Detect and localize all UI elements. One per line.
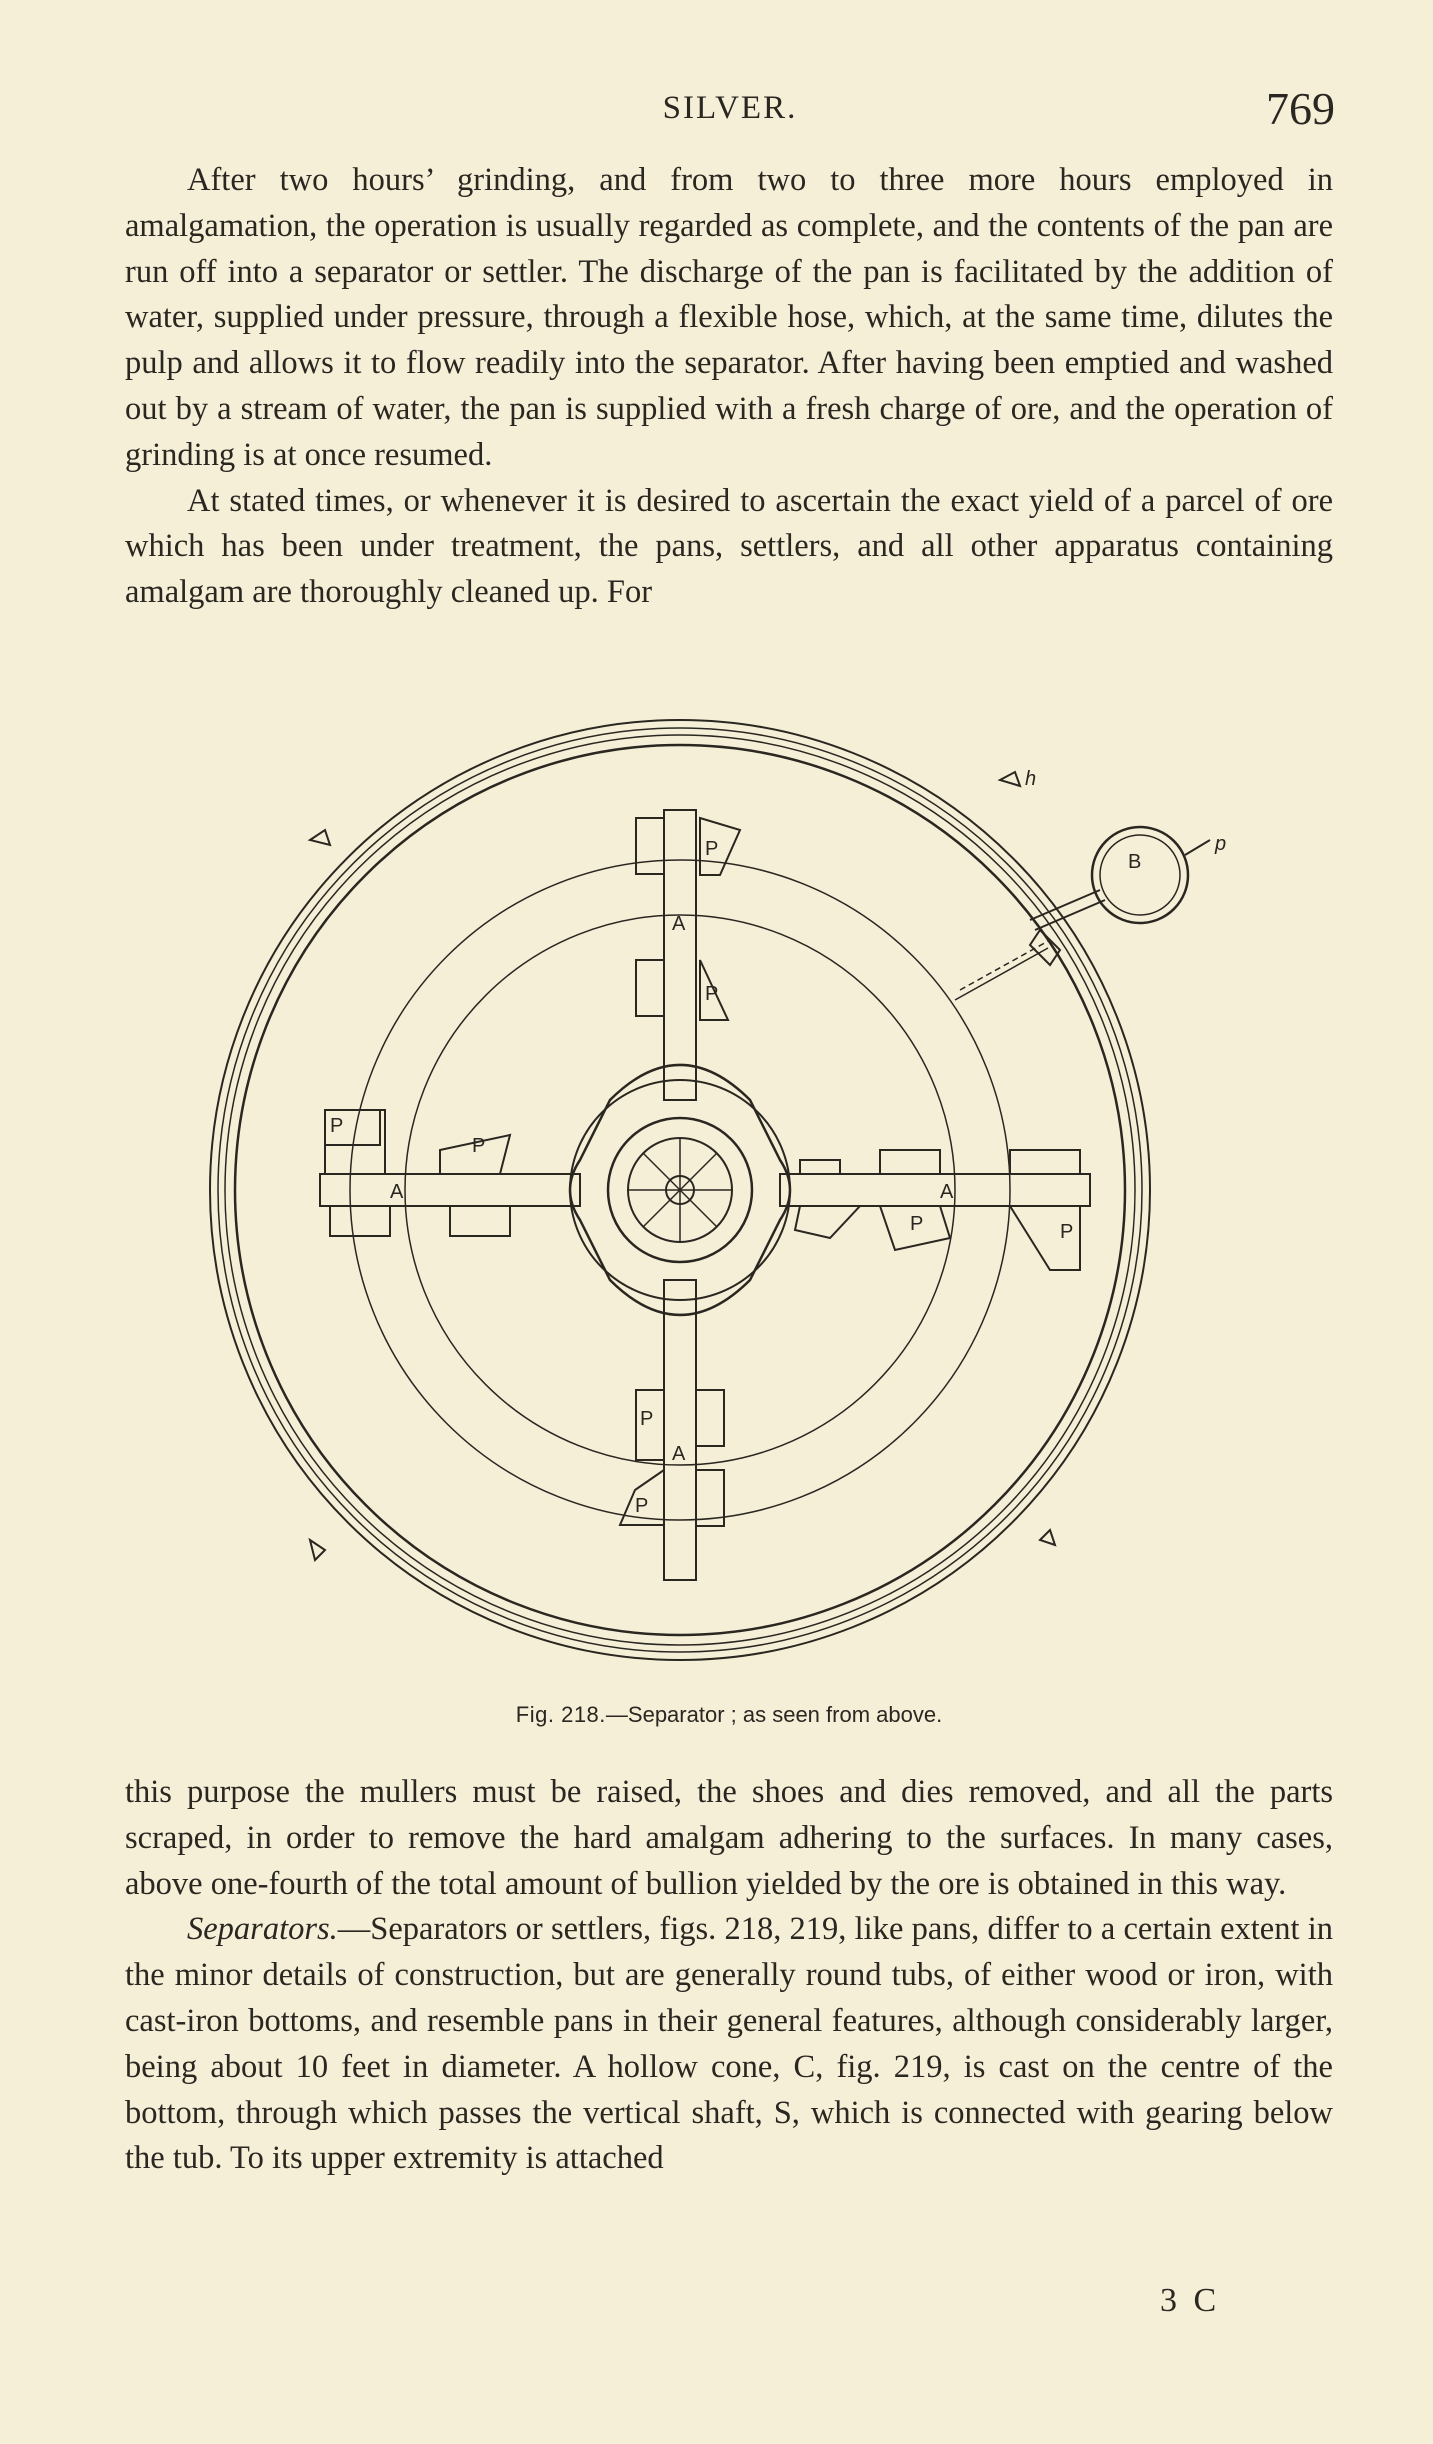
separator-diagram	[180, 690, 1320, 1690]
arm-west	[320, 1174, 580, 1206]
figure-caption	[125, 1702, 1333, 1728]
label-plow-p: P	[1060, 1221, 1074, 1243]
paragraph-separators	[125, 1907, 1333, 2182]
arm-east	[780, 1174, 1090, 1206]
pipe-flange-b	[1092, 827, 1188, 923]
paragraph: At stated times, or whenever it is desired to ascertain the exact yield of a parcel of ore which has been under treatment, the pans, settlers, and all other apparatus containing amalgam are thoroughly cleaned up. For	[125, 482, 1333, 611]
label-arm-a: A	[390, 1181, 404, 1203]
arm-south	[664, 1280, 696, 1580]
label-plow-p: P	[640, 1408, 654, 1430]
body-text-bottom	[125, 1770, 1333, 2182]
label-plow-p: P	[705, 838, 719, 860]
label-arm-a: A	[672, 913, 686, 935]
label-h: h	[1025, 768, 1037, 790]
label-p-pipe: p	[1215, 833, 1227, 855]
section-title: Separators.	[187, 1911, 338, 1948]
valve-rod	[960, 940, 1050, 990]
label-plow-p: P	[472, 1135, 486, 1157]
caption-label: Fig. 218.	[515, 1702, 606, 1727]
paragraph: After two hours’ grinding, and from two to three more hours employed in amalgamation, the operation is usually regarded as complete, and the contents of the pan are run off into a separator or settler. The discharge of the pan is facilitated by the addition of water, supplied under pressure, through a flexible hose, which, at the same time, dilutes the pulp and allows it to flow readily into the separator. After having been emptied and washed out by a stream of water, the pan is supplied with a fresh charge of ore, and the operation of grinding is at once resumed.	[125, 162, 1333, 473]
label-plow-p: P	[705, 983, 719, 1005]
label-b: B	[1128, 851, 1142, 873]
discharge-pipe	[1030, 890, 1100, 920]
arm-north	[664, 810, 696, 1100]
section-text: —Separators or settlers, figs. 218, 219, like pans, differ to a certain extent in the minor details of construction, but are generally round tubs, of either wood or iron, with cast-iron bottoms, and resemble pans in their general features, although considerably larger, being about 10 feet in diameter. A hollow cone, C, fig. 219, is cast on the centre of the bottom, through which passes the vertical shaft, S, which is connected with gearing below the tub. To its upper extremity is attached	[125, 1911, 1333, 2177]
plow-shoes	[325, 818, 1080, 1526]
rim-lug	[310, 830, 330, 845]
paragraph-continuation: this purpose the mullers must be raised, the shoes and dies removed, and all the parts scraped, in order to remove the hard amalgam adhering to the surfaces. In many cases, above one-fourth of the total amount of bullion yielded by the ore is obtained in this way.	[125, 1774, 1333, 1902]
valve	[1030, 930, 1060, 965]
body-text-top	[125, 158, 1333, 616]
rim-lug	[310, 1540, 325, 1560]
label-arm-a: A	[940, 1181, 954, 1203]
wheel-spokes	[628, 1138, 732, 1242]
separator-figure	[180, 690, 1320, 1690]
running-title: SILVER.	[662, 90, 798, 126]
rim-lug	[1040, 1530, 1055, 1545]
running-head	[125, 82, 1335, 142]
rim-lug	[1000, 772, 1020, 786]
label-arm-a: A	[672, 1443, 686, 1465]
label-plow-p: P	[910, 1213, 924, 1235]
label-plow-p: P	[635, 1495, 649, 1517]
label-plow-p: P	[330, 1115, 344, 1137]
signature-mark: 3 C	[1160, 2282, 1221, 2319]
caption-text: —Separator ; as seen from above.	[605, 1702, 943, 1727]
page-number: 769	[1266, 83, 1335, 134]
